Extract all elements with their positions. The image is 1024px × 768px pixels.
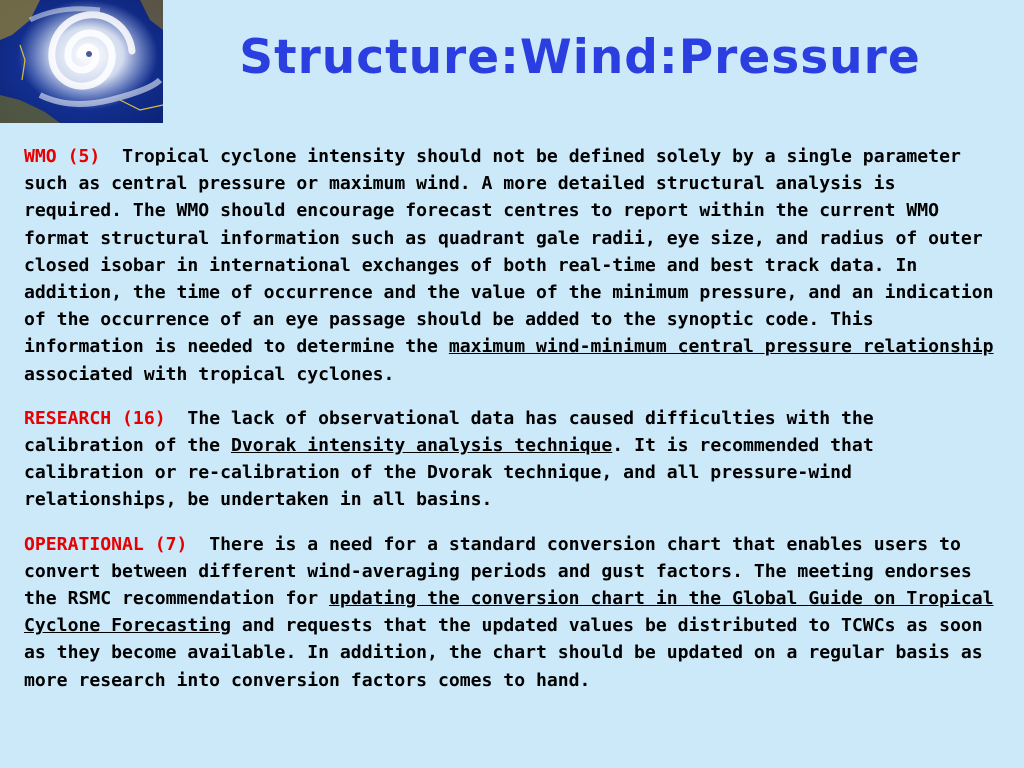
cyclone-image-graphic [0, 0, 163, 123]
slide-title: Structure:Wind:Pressure [239, 30, 921, 85]
link-dvorak-technique[interactable]: Dvorak intensity analysis technique [231, 435, 613, 457]
paragraph-tag-research: RESEARCH (16) [24, 407, 166, 429]
paragraph-research [24, 405, 1004, 514]
link-conversion-chart-update[interactable]: updating the conversion chart in the Global Guide on Tropical Cyclone Forecasting [24, 588, 994, 637]
paragraph-text-research: The lack of observational data has caused difficulties with the calibration of the [24, 407, 874, 457]
paragraph-text-operational-end: and requests that the updated values be distributed to TCWCs as soon as they become available. In addition, the chart should be updated on a regular basis as more research into conversion factors comes to hand. [24, 615, 983, 691]
paragraph-text-research-end: . It is recommended that calibration or re-calibration of the Dvorak technique, and all pressure-wind relationships, be undertaken in all basins. [24, 435, 874, 511]
paragraph-text-operational: There is a need for a standard conversion chart that enables users to convert between different wind-averaging periods and gust factors. The meeting endorses the RSMC recommendation for [24, 533, 972, 610]
satellite-cyclone-image [0, 0, 163, 123]
paragraph-wmo [24, 143, 1004, 388]
paragraph-text-wmo: Tropical cyclone intensity should not be defined solely by a single parameter such as central pressure or maximum wind. A more detailed structural analysis is required. The WMO should encourage forecast centres to report within the current WMO format structural information such as quadrant gale radii, eye size, and radius of outer closed isobar in international exchanges of both real-time and best track data. In addition, the time of occurrence and the value of the minimum pressure, and an indication of the occurrence of an eye passage should be added to the synoptic code. This information is needed to determine the [24, 146, 994, 358]
paragraph-text-wmo-end: associated with tropical cyclones. [24, 363, 395, 385]
paragraph-tag-operational: OPERATIONAL (7) [24, 533, 188, 555]
paragraph-operational [24, 531, 1004, 694]
link-maximum-wind-pressure-relationship[interactable]: maximum wind-minimum central pressure relationship [448, 336, 994, 358]
slide-body [24, 143, 1004, 694]
paragraph-tag-wmo: WMO (5) [24, 146, 101, 167]
